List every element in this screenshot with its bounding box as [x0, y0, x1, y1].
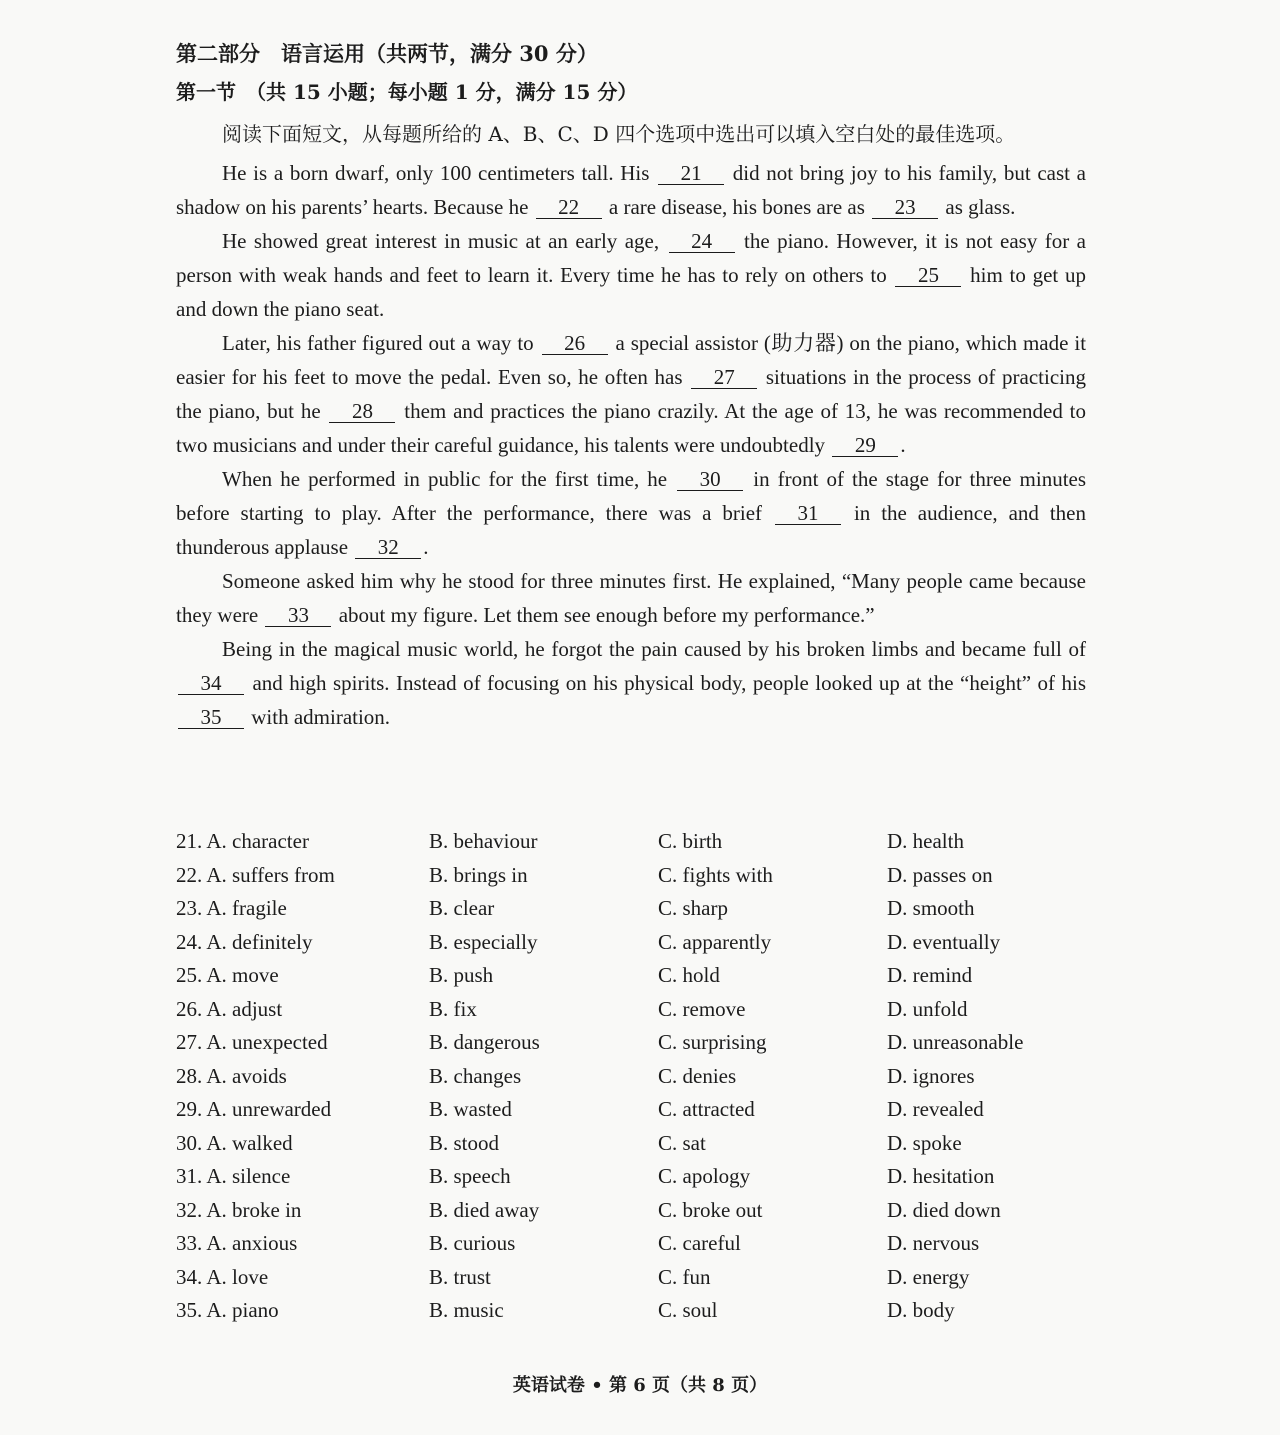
option-a: 28. A. avoids — [176, 1063, 287, 1088]
option-b: B. trust — [429, 1264, 491, 1289]
option-d: D. nervous — [887, 1231, 980, 1255]
option-row-32 — [176, 1195, 1086, 1229]
passage-text: When he performed in public for the first time, he — [222, 467, 668, 491]
passage-paragraph-4 — [176, 462, 1086, 564]
option-a: 35. A. piano — [176, 1298, 279, 1322]
blank-27: 27 — [691, 366, 757, 389]
option-a: 22. A. suffers from — [176, 862, 335, 887]
option-d: D. energy — [887, 1264, 970, 1289]
passage-text: and high spirits. Instead of focusing on his physical body, people looked up at the “height” of his — [252, 671, 1086, 695]
option-b: B. stood — [429, 1130, 500, 1155]
option-d: D. unfold — [887, 996, 968, 1021]
option-a: 31. A. silence — [176, 1164, 291, 1188]
option-row-31 — [176, 1161, 1086, 1195]
option-c: C. fun — [658, 1264, 711, 1289]
option-a: 34. A. love — [176, 1264, 269, 1289]
option-b: B. curious — [429, 1231, 516, 1255]
option-d: D. unreasonable — [887, 1030, 1024, 1054]
option-b: B. behaviour — [429, 829, 538, 853]
option-d: D. health — [887, 829, 964, 853]
option-b: B. brings in — [429, 862, 528, 887]
option-c: C. broke out — [658, 1197, 763, 1222]
answer-options — [176, 826, 1086, 1329]
option-row-29 — [176, 1094, 1086, 1128]
blank-32: 32 — [355, 536, 421, 559]
blank-25: 25 — [895, 264, 961, 287]
blank-22: 22 — [536, 196, 602, 219]
option-row-35 — [176, 1295, 1086, 1329]
option-row-34 — [176, 1262, 1086, 1296]
option-c: C. fights with — [658, 862, 773, 887]
option-b: B. music — [429, 1298, 504, 1322]
blank-26: 26 — [542, 332, 608, 355]
option-b: B. fix — [429, 996, 477, 1021]
option-a: 23. A. fragile — [176, 896, 287, 920]
option-a: 30. A. walked — [176, 1130, 293, 1155]
option-c: C. apparently — [658, 929, 772, 954]
option-a: 27. A. unexpected — [176, 1030, 328, 1054]
passage-paragraph-6 — [176, 632, 1086, 734]
passage-paragraph-3 — [176, 326, 1086, 462]
option-row-27 — [176, 1027, 1086, 1061]
option-d: D. spoke — [887, 1130, 962, 1155]
passage-text: . — [900, 433, 906, 457]
passage-paragraph-1 — [176, 156, 1086, 224]
passage-text: Someone asked him why he stood for three minutes first. He explained, “Many people came because they were — [176, 569, 1086, 627]
option-row-23 — [176, 893, 1086, 927]
passage-text: Later, his father figured out a way to — [222, 331, 534, 355]
option-row-28 — [176, 1061, 1086, 1095]
option-c: C. surprising — [658, 1030, 767, 1054]
option-c: C. sharp — [658, 896, 728, 920]
option-c: C. careful — [658, 1231, 741, 1255]
passage-text: a special assistor (助力器) on the piano, which made it easier for his feet to move the pedal. Even so, he often has — [176, 331, 1087, 389]
option-a: 26. A. adjust — [176, 996, 283, 1021]
passage-text: did not bring joy to his family, but cast a shadow on his parents’ hearts. Because he — [176, 161, 1086, 219]
option-c: C. apology — [658, 1164, 751, 1188]
passage-text: him to get up and down the piano seat. — [176, 263, 1086, 321]
option-b: B. wasted — [429, 1097, 512, 1121]
passage-text: about my figure. Let them see enough before my performance.” — [338, 603, 875, 627]
passage-text: as glass. — [945, 195, 1016, 219]
option-row-26 — [176, 994, 1086, 1028]
option-a: 24. A. definitely — [176, 929, 313, 954]
blank-21: 21 — [658, 162, 724, 185]
section-heading: 第二部分 语言运用（共两节，满分 30 分） — [176, 41, 598, 66]
option-c: C. sat — [658, 1130, 706, 1155]
option-d: D. ignores — [887, 1063, 975, 1088]
option-a: 32. A. broke in — [176, 1197, 302, 1222]
cloze-passage — [176, 156, 1086, 734]
option-b: B. clear — [429, 896, 495, 920]
option-d: D. remind — [887, 963, 973, 987]
blank-30: 30 — [677, 468, 743, 491]
option-d: D. revealed — [887, 1097, 984, 1121]
option-b: B. speech — [429, 1164, 511, 1188]
passage-text: with admiration. — [251, 705, 391, 729]
option-b: B. died away — [429, 1197, 540, 1222]
blank-23: 23 — [872, 196, 938, 219]
option-d: D. eventually — [887, 929, 1001, 954]
option-d: D. hesitation — [887, 1164, 995, 1188]
blank-24: 24 — [669, 230, 735, 253]
option-b: B. push — [429, 963, 494, 987]
blank-33: 33 — [265, 604, 331, 627]
option-row-22 — [176, 860, 1086, 894]
option-b: B. dangerous — [429, 1030, 540, 1054]
option-c: C. remove — [658, 996, 746, 1021]
option-row-25 — [176, 960, 1086, 994]
option-c: C. attracted — [658, 1097, 755, 1121]
option-row-33 — [176, 1228, 1086, 1262]
option-b: B. especially — [429, 929, 538, 954]
blank-31: 31 — [775, 502, 841, 525]
passage-text: situations in the process of practicing the piano, but he — [176, 365, 1086, 423]
passage-text: a rare disease, his bones are as — [608, 195, 865, 219]
passage-text: in the audience, and then thunderous applause — [176, 501, 1086, 559]
passage-text: them and practices the piano crazily. At the age of 13, he was recommended to two musicians and under their careful guidance, his talents were undoubtedly — [176, 399, 1087, 457]
option-a: 29. A. unrewarded — [176, 1097, 332, 1121]
page-footer: 英语试卷 • 第 6 页（共 8 页） — [512, 1375, 768, 1396]
option-b: B. changes — [429, 1063, 522, 1088]
passage-text: He showed great interest in music at an early age, — [222, 229, 660, 253]
passage-text: He is a born dwarf, only 100 centimeters tall. His — [222, 161, 650, 185]
passage-paragraph-5 — [176, 564, 1086, 632]
passage-text: in front of the stage for three minutes before starting to play. After the performance, there was a brief — [176, 467, 1087, 525]
option-row-24 — [176, 927, 1086, 961]
option-d: D. passes on — [887, 862, 993, 887]
passage-paragraph-2 — [176, 224, 1086, 326]
option-c: C. hold — [658, 963, 720, 987]
option-c: C. soul — [658, 1298, 718, 1322]
option-c: C. birth — [658, 829, 723, 853]
instruction-text: 阅读下面短文，从每题所给的 A、B、C、D 四个选项中选出可以填入空白处的最佳选项。 — [222, 122, 1016, 146]
option-a: 25. A. move — [176, 963, 279, 987]
option-d: D. smooth — [887, 896, 975, 920]
option-a: 21. A. character — [176, 829, 309, 853]
option-d: D. body — [887, 1298, 955, 1322]
option-a: 33. A. anxious — [176, 1231, 298, 1255]
blank-35: 35 — [178, 706, 244, 729]
option-d: D. died down — [887, 1197, 1001, 1222]
subsection-heading: 第一节 （共 15 小题；每小题 1 分，满分 15 分） — [176, 80, 638, 104]
option-row-21 — [176, 826, 1086, 860]
option-c: C. denies — [658, 1063, 737, 1088]
option-row-30 — [176, 1128, 1086, 1162]
passage-text: Being in the magical music world, he forgot the pain caused by his broken limbs and became full of — [222, 637, 1086, 661]
exam-page — [176, 38, 1086, 734]
blank-34: 34 — [178, 672, 244, 695]
blank-29: 29 — [832, 434, 898, 457]
passage-text: . — [423, 535, 429, 559]
blank-28: 28 — [329, 400, 395, 423]
passage-text: the piano. However, it is not easy for a person with weak hands and feet to learn it. Every time he has to rely on others to — [176, 229, 1087, 287]
